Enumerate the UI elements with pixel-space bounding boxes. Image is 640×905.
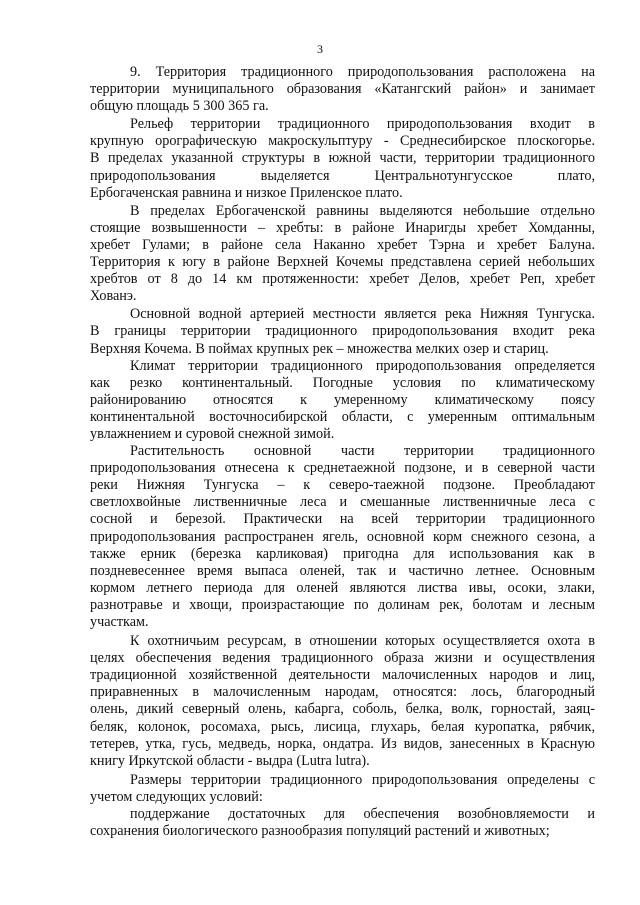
text-line: Территория к югу в районе Верхней Кочемы представлена серией небольших — [90, 254, 595, 271]
text-line: учетом следующих условий: — [90, 788, 263, 805]
text-line: природопользования отнесена к среднетаежной подзоне, и в северной части — [90, 460, 595, 477]
page-number: 3 — [317, 42, 323, 56]
text-line: традиционной хозяйственной деятельности малочисленных народов и лиц, — [90, 667, 595, 684]
text-line: сосной и березой. Практически на всей территории традиционного — [90, 511, 595, 528]
paragraph — [90, 64, 595, 115]
paragraph — [90, 806, 595, 840]
paragraph — [90, 203, 595, 306]
text-line: общую площадь 5 300 365 га. — [90, 98, 269, 115]
document-body — [90, 64, 595, 840]
text-line: Верхняя Кочема. В поймах крупных рек – множества мелких озер и стариц. — [90, 340, 549, 357]
text-line: сохранения биологического разнообразия популяций растений и животных; — [90, 823, 550, 840]
text-line: участкам. — [90, 614, 149, 630]
text-line: территории муниципального образования «Катангский район» и занимает — [90, 81, 595, 98]
paragraph — [90, 116, 595, 201]
text-line: крупную орографическую макроскульптуру - Среднесибирское плоскогорье. — [90, 133, 595, 150]
text-line: приравненных в малочисленным народам, относятся: лось, благородный — [90, 684, 595, 701]
text-line: В пределах Ербогаченской равнины выделяются небольшие отдельно — [130, 202, 595, 219]
text-line: беляк, колонок, росомаха, рысь, лисица, глухарь, белая куропатка, рябчик, — [90, 718, 595, 735]
text-line: как резко континентальный. Погодные условия по климатическому — [90, 374, 595, 391]
text-line: Растительность основной части территории традиционного — [130, 443, 595, 460]
text-line: поздневесеннее время выпаса оленей, так и частично летнее. Основным — [90, 562, 595, 579]
text-line: также ерник (березка карликовая) пригодна для использования как в — [90, 545, 595, 562]
text-line: увлажнением и суровой снежной зимой. — [90, 425, 335, 442]
text-line: Хованэ. — [90, 288, 137, 305]
text-line: тетерев, утка, гусь, медведь, норка, ондатра. Из видов, занесенных в Красную — [90, 735, 595, 752]
text-line: природопользования распространен ягель, основной корм снежного сезона, а — [90, 528, 595, 545]
text-line: К охотничьим ресурсам, в отношении которых осуществляется охота в — [130, 633, 595, 650]
text-line: районированию относятся к умеренному климатическому поясу — [90, 391, 595, 408]
text-line: 9. Территория традиционного природопользования расположена на — [130, 64, 595, 80]
text-line: В границы территории традиционного природопользования входит река — [90, 323, 595, 340]
text-line: Размеры территории традиционного природопользования определены с — [130, 771, 595, 788]
paragraph — [90, 358, 595, 443]
text-line: разнотравье и хвощи, произрастающие по долинам рек, болотам и лесным — [90, 596, 595, 613]
paragraph — [90, 772, 595, 806]
text-line: природопользования выделяется Центральнотунгусское плато, — [90, 167, 595, 184]
text-line: Рельеф территории традиционного природопользования входит в — [130, 116, 595, 133]
text-line: Ербогаченская равнина и низкое Приленское плато. — [90, 184, 403, 201]
paragraph — [90, 633, 595, 770]
text-line: стоящие возвышенности – хребты: в районе Инаригды хребет Хомданны, — [90, 219, 595, 236]
text-line: хребет Гулами; в районе села Наканно хребет Тэрна и хребет Балуна. — [90, 236, 595, 253]
text-line: олень, дикий северный олень, кабарга, соболь, белка, волк, горностай, заяц- — [90, 701, 595, 718]
text-line: поддержание достаточных для обеспечения возобновляемости и — [130, 806, 595, 823]
paragraph — [90, 306, 595, 357]
text-line: кормом летнего периода для оленей являются листва ивы, осоки, злаки, — [90, 579, 595, 596]
text-line: целях обеспечения ведения традиционного образа жизни и осуществления — [90, 650, 595, 667]
text-line: Климат территории традиционного природопользования определяется — [130, 357, 595, 374]
text-line: книгу Иркутской области - выдра (Lutra lutra). — [90, 752, 370, 769]
text-line: Основной водной артерией местности является река Нижняя Тунгуска. — [130, 306, 595, 323]
paragraph — [90, 443, 595, 631]
text-line: реки Нижняя Тунгуска – к северо-таежной подзоне. Преобладают — [90, 477, 595, 494]
text-line: континентальной восточносибирской области, с умеренным оптимальным — [90, 408, 595, 425]
text-line: светлохвойные лиственничные леса и смешанные лиственничные леса с — [90, 494, 595, 511]
text-line: В пределах указанной структуры в южной части, территории традиционного — [90, 150, 595, 167]
text-line: хребтов от 8 до 14 км протяженности: хребет Делов, хребет Реп, хребет — [90, 271, 595, 288]
